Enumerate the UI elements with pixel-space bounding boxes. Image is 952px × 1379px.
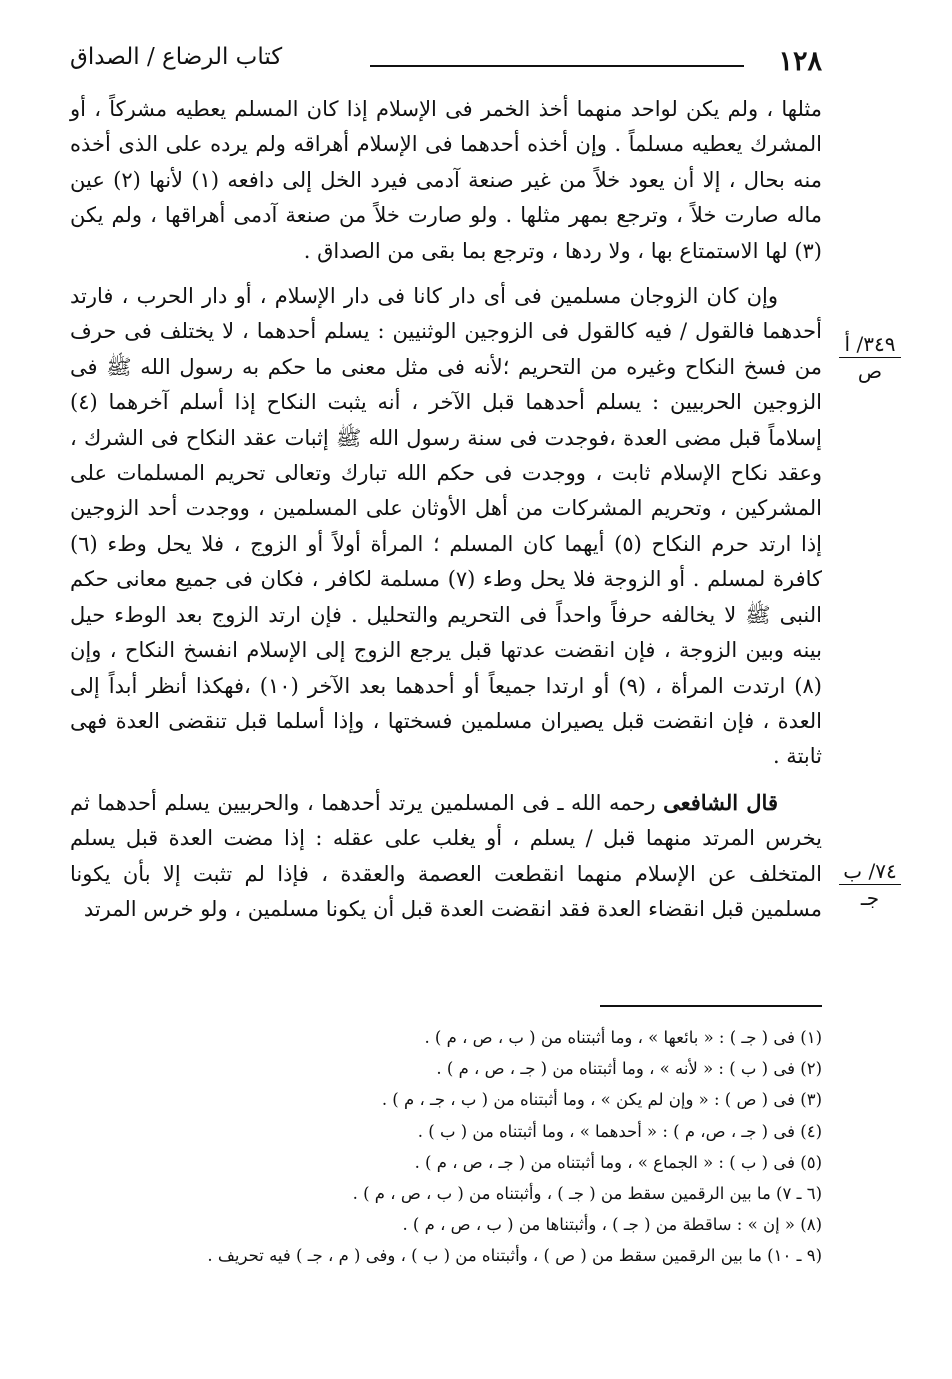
paragraph-text: وإن كان الزوجان مسلمين فى أى دار كانا فى دار الإسلام ، أو دار الحرب ، فارتد أحدهما فالقول / فيه كالقول فى الزوجين الوثنيين : يسلم أحدهما ، لا يختلف فى حرف من فسخ النكاح وغيره من التحريم ؛لأنه فى مثل معنى ما حكم به رسول الله ﷺ فى الزوجين الحربيين : يسلم أحدهما قبل الآخر ، أنه يثبت النكاح إذا أسلم آخرهما (٤) إسلاماً قبل مضى العدة ،فوجدت فى سنة رسول الله ﷺ إثبات عقد النكاح فى الشرك ، وعقد نكاح الإسلام ثابت ، ووجدت فى حكم الله تبارك وتعالى تحريم المسلمات على المشركين ، وتحريم المشركات من أهل الأوثان على المسلمين ، ووجدت أحد الزوجين إذا ارتد حرم النكاح (٥) أيهما كان المسلم ؛ المرأة أولاً أو الزوج ، فلا يحل وطء (٦) كافرة لمسلم . أو الزوجة فلا يحل وطء (٧) مسلمة لكافر ، فكان فى جميع معانى حكم النبى ﷺ لا يخالفه حرفاً واحداً فى التحريم والتحليل . فإن ارتد الزوج بعد الوطء حيل بينه وبين الزوجة ، فإن انقضت عدتها قبل يرجع الزوج إلى الإسلام انفسخ النكاح ، وإن (٨) ارتدت المرأة ، (٩) أو ارتدا جميعاً أو أحدهما بعد الآخر (١٠) ،فهكذا أنظر أبداً إلى العدة ، فإن انقضت قبل يصيران مسلمين فسختها ، وإذا أسلما قبل تنقضى العدة فهى ثابتة . [70, 284, 823, 769]
paragraph-text: مثلها ، ولم يكن لواحد منهما أخذ الخمر فى الإسلام إذا كان المسلم يعطيه مشركاً ، أو المشرك يعطيه مسلماً . وإن أخذه أحدهما فى الإسلام أهراقه ولم يرده على الذى أخذه منه بحال ، إلا أن يعود خلاً من غير صنعة آدمى فيرد الخل إلى دافعه (١) لأنها (٢) عين ماله صارت خلاً ، وترجع بمهر مثلها . ولو صارت خلاً من صنعة آدمى أهراقها ، ولم يكن (٣) لها الاستمتاع بها ، ولا ردها ، وترجع بما بقى من الصداق . [70, 97, 823, 263]
footnote: (٩ ـ ١٠) ما بين الرقمين سقط من ( ص ) ، وأثبتناه من ( ب ) ، وفى ( م ، جـ ) فيه تحريف . [207, 1246, 822, 1266]
footnote: (٦ ـ ٧) ما بين الرقمين سقط من ( جـ ) ، وأثبتناه من ( ب ، ص ، م ) . [352, 1184, 822, 1204]
footnote: (٥) فى ( ب ) : « الجماع » ، وما أثبتناه من ( جـ ، ص ، م ) . [414, 1152, 822, 1172]
footnotes [150, 1022, 822, 1272]
paragraph [70, 785, 822, 928]
page-number: ١٢٨ [778, 46, 822, 77]
margin-note-manuscript: جـ [860, 886, 880, 910]
margin-note-manuscript: ص [857, 359, 883, 383]
header-rule [370, 65, 744, 67]
paragraph [70, 92, 822, 269]
page-header [70, 40, 822, 80]
footnote: (٤) فى ( جـ ، ص، م ) : « أحدهما » ، وما أثبتناه من ( ب ) . [417, 1121, 822, 1141]
margin-note-ref: ٣٤٩/ أ [844, 332, 896, 356]
margin-note-divider [839, 884, 901, 885]
paragraph-lead: قال الشافعى [663, 789, 778, 815]
footnote: (٣) فى ( ص ) : « وإن لم يكن » ، وما أثبتناه من ( ب ، جـ ، م ) . [381, 1090, 822, 1110]
margin-note-manuscript-folio [835, 860, 905, 909]
margin-note-manuscript-folio [835, 333, 905, 382]
footnote-rule [600, 1005, 822, 1007]
footnote: (٨) « إن » : ساقطة من ( جـ ) ، وأثبتناها من ( ب ، ص ، م ) . [402, 1215, 822, 1235]
main-text [70, 92, 822, 927]
margin-note-ref: ٧٤/ ب [843, 859, 897, 883]
footnote: (١) فى ( جـ ) : « بائعها » ، وما أثبتناه من ( ب ، ص ، م ) . [424, 1028, 822, 1047]
footnote: (٢) فى ( ب ) : « لأنه » ، وما أثبتناه من ( جـ ، ص ، م ) . [436, 1059, 822, 1079]
paragraph [70, 279, 822, 775]
running-title: كتاب الرضاع / الصداق [70, 44, 283, 70]
margin-note-divider [839, 357, 901, 358]
paragraph-text: رحمه الله ـ فى المسلمين يرتد أحدهما ، والحربيين يسلم أحدهما ثم يخرس المرتد منهما قبل / يسلم ، أو يغلب على عقله : إذا مضت العدة قبل يسلم المتخلف عن الإسلام منهما انقطعت العصمة والعقدة ، فإذا لم تثبت إلا بأن يكونا مسلمين قبل انقضاء العدة فقد انقضت العدة قبل أن يكونا مسلمين ، ولو خرس المرتد [70, 790, 822, 921]
